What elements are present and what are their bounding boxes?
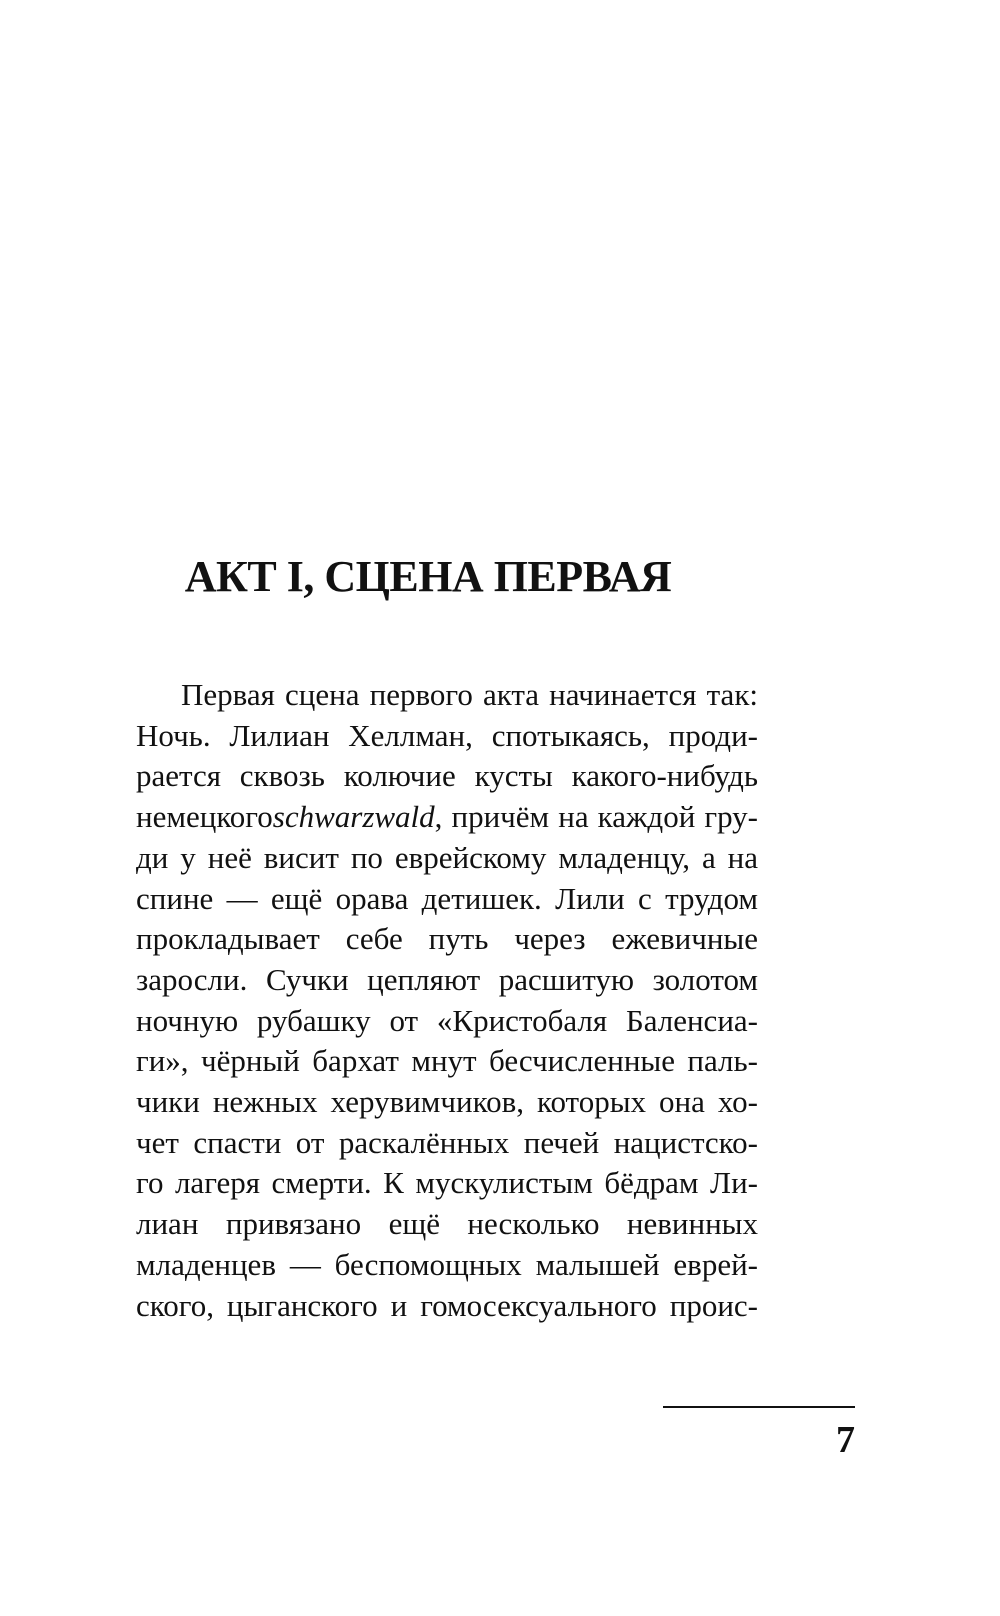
text-line: спине — ещё орава детишек. Лили с трудом [136, 880, 758, 916]
text-fragment: немецкого [136, 799, 273, 835]
text-line: младенцев — беспомощных малышей еврей- [136, 1246, 758, 1282]
text-line: прокладывает себе путь через ежевичные [136, 921, 758, 957]
italic-word: schwarzwald [272, 799, 435, 835]
page-number: 7 [836, 1419, 855, 1461]
text-line: рается сквозь колючие кусты какого-нибудь [136, 758, 758, 794]
text-line: ги», чёрный бархат мнут бесчисленные паль- [136, 1043, 758, 1079]
text-line: ночную рубашку от «Кристобаля Баленсиа- [136, 1002, 758, 1038]
text-fragment: , причём на каждой гру- [434, 799, 758, 835]
text-line: Первая сцена первого акта начинается так: [181, 677, 758, 712]
text-line: Ночь. Лилиан Хеллман, спотыкаясь, проди- [136, 717, 758, 753]
footer-rule [663, 1406, 855, 1408]
body-paragraph [136, 675, 758, 1326]
text-line: чет спасти от раскалённых печей нацистско- [136, 1124, 758, 1160]
text-line: ского, цыганского и гомосексуального проис- [136, 1287, 758, 1323]
text-line: чики нежных херувимчиков, которых она хо- [136, 1084, 758, 1120]
chapter-heading: АКТ I, СЦЕНА ПЕРВАЯ [184, 552, 672, 602]
text-line: ди у неё висит по еврейскому младенцу, а на [136, 839, 758, 875]
text-line: лиан привязано ещё несколько невинных [136, 1206, 758, 1242]
text-line: го лагеря смерти. К мускулистым бёдрам Ли- [136, 1165, 758, 1201]
text-line: заросли. Сучки цепляют расшитую золотом [136, 961, 758, 997]
text-line-with-italic [136, 797, 758, 838]
